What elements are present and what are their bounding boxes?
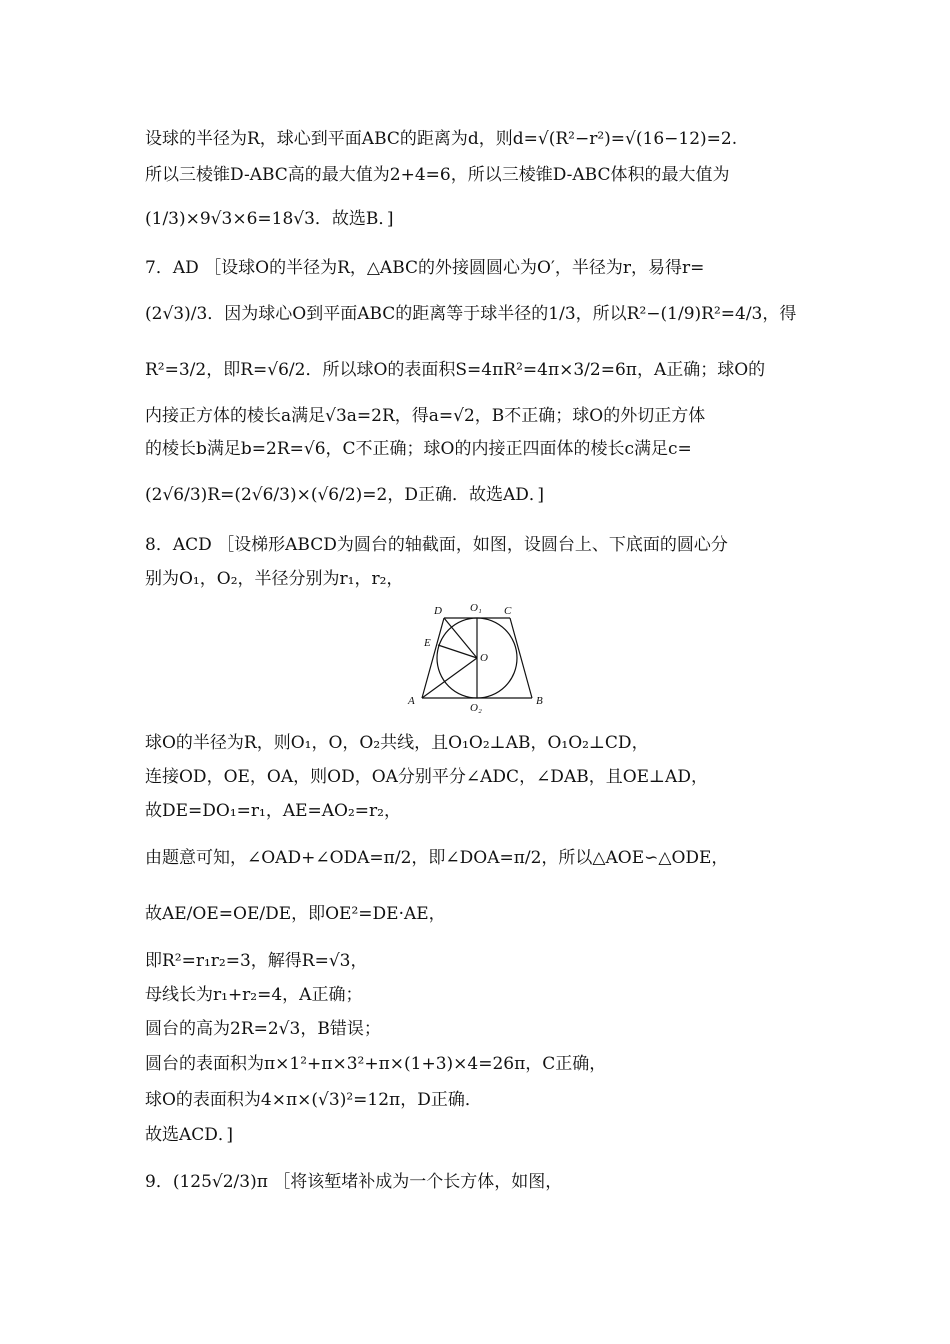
text-line: (2√6/3)R=(2√6/3)×(√6/2)=2，D正确．故选AD．] <box>145 485 545 505</box>
text-line: (2√3)/3．因为球心O到平面ABC的距离等于球半径的1/3，所以R²−(1/9)R²=4/3，得 <box>145 304 797 324</box>
edge-ad <box>422 618 444 698</box>
label-b: B <box>536 695 543 707</box>
text-line: 7．AD ［设球O的半径为R，△ABC的外接圆圆心为O′，半径为r，易得r= <box>145 258 705 278</box>
text-line: 9．(125√2/3)π ［将该堑堵补成为一个长方体，如图， <box>145 1172 563 1192</box>
text-line: 母线长为r₁+r₂=4，A正确； <box>145 985 363 1005</box>
text-line: 的棱长b满足b=2R=√6，C不正确；球O的内接正四面体的棱长c满足c= <box>145 439 692 459</box>
label-o1: O₁ <box>470 602 482 614</box>
text-line: 别为O₁，O₂，半径分别为r₁，r₂， <box>145 569 404 589</box>
text-line: 球O的表面积为4×π×(√3)²=12π，D正确． <box>145 1090 482 1110</box>
text-line: 球O的半径为R，则O₁，O，O₂共线，且O₁O₂⊥AB，O₁O₂⊥CD， <box>145 733 649 753</box>
text-line: R²=3/2，即R=√6/2．所以球O的表面积S=4πR²=4π×3/2=6π，A正确；球O的 <box>145 360 766 380</box>
text-line: 圆台的表面积为π×1²+π×3²+π×(1+3)×4=26π，C正确， <box>145 1054 607 1074</box>
text-line: 故选ACD．] <box>145 1125 234 1145</box>
text-line: 所以三棱锥D-ABC高的最大值为2+4=6，所以三棱锥D-ABC体积的最大值为 <box>145 165 730 185</box>
text-line: 即R²=r₁r₂=3，解得R=√3， <box>145 951 368 971</box>
text-line: 内接正方体的棱长a满足√3a=2R，得a=√2，B不正确；球O的外切正方体 <box>145 406 706 426</box>
label-e: E <box>424 637 431 649</box>
text-line: 连接OD，OE，OA，则OD，OA分别平分∠ADC，∠DAB，且OE⊥AD， <box>145 767 708 787</box>
edge-bc <box>510 618 532 698</box>
segment-oa <box>422 658 477 698</box>
text-line: 设球的半径为R，球心到平面ABC的距离为d，则d=√(R²−r²)=√(16−12)=2. <box>145 129 738 149</box>
frustum-cross-section-diagram <box>400 598 550 718</box>
label-c: C <box>504 605 512 617</box>
label-a: A <box>408 695 415 707</box>
label-o2: O₂ <box>470 702 482 714</box>
text-line: 由题意可知，∠OAD+∠ODA=π/2，即∠DOA=π/2，所以△AOE∽△ODE， <box>145 848 729 868</box>
text-line: 圆台的高为2R=2√3，B错误； <box>145 1019 381 1039</box>
label-o: O <box>480 652 488 664</box>
label-d: D <box>434 605 442 617</box>
text-line: 故AE/OE=OE/DE，即OE²=DE·AE， <box>145 904 446 924</box>
text-line: 故DE=DO₁=r₁，AE=AO₂=r₂， <box>145 801 401 821</box>
text-line: (1/3)×9√3×6=18√3．故选B．] <box>145 209 394 229</box>
text-line: 8．ACD ［设梯形ABCD为圆台的轴截面，如图，设圆台上、下底面的圆心分 <box>145 535 728 555</box>
